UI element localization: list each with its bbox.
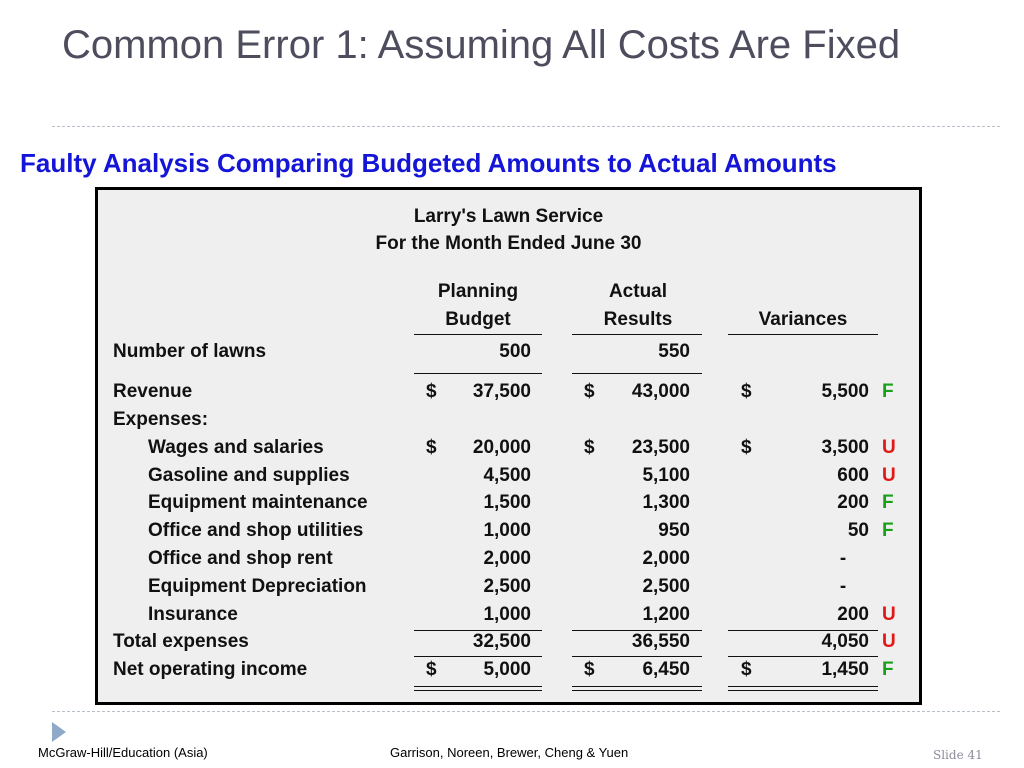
variance-flag: U bbox=[882, 631, 896, 652]
actual-header-underline bbox=[572, 334, 702, 335]
company-name: Larry's Lawn Service bbox=[413, 206, 604, 227]
income-statement-panel bbox=[95, 187, 922, 705]
slide-subtitle: Faulty Analysis Comparing Budgeted Amounts to Actual Amounts bbox=[20, 148, 837, 178]
actual-value: 1,200 bbox=[642, 604, 690, 625]
total-expenses-overline bbox=[572, 630, 702, 631]
actual-dollar-sign: $ bbox=[584, 381, 595, 402]
row-label: Office and shop rent bbox=[148, 548, 333, 569]
budget-value: 1,000 bbox=[483, 604, 531, 625]
planning-header-line2: Budget bbox=[445, 309, 511, 330]
row-label: Gasoline and supplies bbox=[148, 465, 350, 486]
row-label: Number of lawns bbox=[113, 341, 267, 362]
variance-flag: F bbox=[882, 492, 894, 513]
budget-value: 1,500 bbox=[483, 492, 531, 513]
variances-header-underline bbox=[728, 334, 878, 335]
total-expenses-overline bbox=[728, 630, 878, 631]
budget-dollar-sign: $ bbox=[426, 381, 437, 402]
variance-flag: F bbox=[882, 659, 894, 680]
row-label: Revenue bbox=[113, 381, 193, 402]
row-label: Equipment Depreciation bbox=[148, 576, 367, 597]
total-expenses-underline bbox=[414, 656, 542, 657]
variance-dollar-sign: $ bbox=[741, 437, 752, 458]
variance-value: 3,500 bbox=[821, 437, 869, 458]
variance-flag: U bbox=[882, 465, 896, 486]
total-expenses-underline bbox=[572, 656, 702, 657]
slide-title: Common Error 1: Assuming All Costs Are Fixed bbox=[62, 23, 901, 67]
variance-flag: U bbox=[882, 437, 896, 458]
actual-value: 950 bbox=[658, 520, 690, 541]
footer-authors: Garrison, Noreen, Brewer, Cheng & Yuen bbox=[390, 745, 629, 760]
variance-value: 4,050 bbox=[821, 631, 869, 652]
variances-header: Variances bbox=[758, 309, 848, 330]
variance-value: - bbox=[839, 548, 847, 569]
variance-value: 200 bbox=[837, 492, 869, 513]
row-label: Insurance bbox=[148, 604, 238, 625]
variance-flag: F bbox=[882, 520, 894, 541]
actual-value: 23,500 bbox=[631, 437, 690, 458]
budget-value: 32,500 bbox=[472, 631, 531, 652]
budget-value: 20,000 bbox=[472, 437, 531, 458]
variance-value: 600 bbox=[837, 465, 869, 486]
actual-value: 2,000 bbox=[642, 548, 690, 569]
variance-value: 1,450 bbox=[821, 659, 869, 680]
row-label: Wages and salaries bbox=[148, 437, 324, 458]
row-label: Net operating income bbox=[113, 659, 308, 680]
row-label: Office and shop utilities bbox=[148, 520, 364, 541]
variance-value: 50 bbox=[847, 520, 869, 541]
actual-dollar-sign: $ bbox=[584, 437, 595, 458]
net-income-double-underline bbox=[728, 686, 878, 691]
variance-value: 200 bbox=[837, 604, 869, 625]
lawns-budget-underline bbox=[414, 373, 542, 374]
footer-divider bbox=[52, 711, 1000, 712]
variance-dollar-sign: $ bbox=[741, 659, 752, 680]
actual-value: 36,550 bbox=[631, 631, 690, 652]
variance-value: - bbox=[839, 576, 847, 597]
budget-value: 4,500 bbox=[483, 465, 531, 486]
variance-value: 5,500 bbox=[821, 381, 869, 402]
triangle-right-icon bbox=[52, 722, 66, 742]
actual-value: 2,500 bbox=[642, 576, 690, 597]
budget-dollar-sign: $ bbox=[426, 437, 437, 458]
row-label: Equipment maintenance bbox=[148, 492, 368, 513]
budget-value: 500 bbox=[499, 341, 531, 362]
actual-value: 1,300 bbox=[642, 492, 690, 513]
budget-value: 1,000 bbox=[483, 520, 531, 541]
variance-dollar-sign: $ bbox=[741, 381, 752, 402]
actual-dollar-sign: $ bbox=[584, 659, 595, 680]
total-expenses-overline bbox=[414, 630, 542, 631]
actual-value: 550 bbox=[658, 341, 690, 362]
slide-number: Slide 41 bbox=[933, 748, 983, 762]
variance-flag: U bbox=[882, 604, 896, 625]
budget-value: 2,000 bbox=[483, 548, 531, 569]
budget-value: 37,500 bbox=[472, 381, 531, 402]
planning-header-line1: Planning bbox=[437, 281, 519, 302]
lawns-actual-underline bbox=[572, 373, 702, 374]
actual-header-line1: Actual bbox=[608, 281, 668, 302]
budget-value: 5,000 bbox=[483, 659, 531, 680]
actual-value: 5,100 bbox=[642, 465, 690, 486]
row-label: Total expenses bbox=[113, 631, 249, 652]
budget-dollar-sign: $ bbox=[426, 659, 437, 680]
row-label: Expenses: bbox=[113, 409, 209, 430]
report-period: For the Month Ended June 30 bbox=[375, 233, 642, 254]
net-income-double-underline bbox=[572, 686, 702, 691]
title-divider bbox=[52, 126, 1000, 127]
planning-header-underline bbox=[414, 334, 542, 335]
net-income-double-underline bbox=[414, 686, 542, 691]
total-expenses-underline bbox=[728, 656, 878, 657]
actual-value: 43,000 bbox=[631, 381, 690, 402]
actual-header-line2: Results bbox=[603, 309, 673, 330]
footer-publisher: McGraw-Hill/Education (Asia) bbox=[38, 745, 208, 760]
budget-value: 2,500 bbox=[483, 576, 531, 597]
variance-flag: F bbox=[882, 381, 894, 402]
actual-value: 6,450 bbox=[642, 659, 690, 680]
